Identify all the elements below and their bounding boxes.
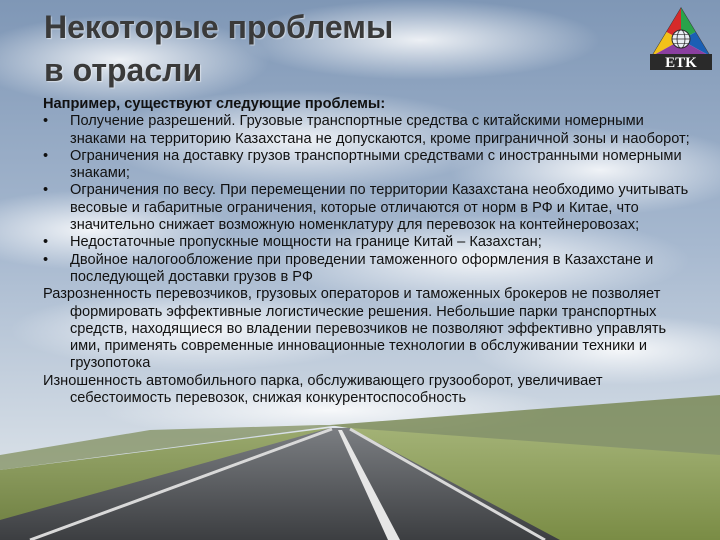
etk-logo [648,6,714,70]
title-line-1: Некоторые проблемы [44,9,394,45]
bullet-marker: • [43,113,49,130]
paragraph-fragmentation: Разрозненность перевозчиков, грузовых операторов и таможенных брокеров не позволяет формировать эффективные логистические решения. Небольшие парки транспортных средств, находящиеся во владении перевозчиков не позволяют эффективно управлять ими, применять современные инновационные технологии в обслуживании техники и грузопотока [43,286,667,372]
bullet-text: Получение разрешений. Грузовые транспортные средства с китайскими номерными знаками на территорию Казахстана не допускаются, кроме приграничной зоны и наоборот; [70,113,690,147]
page-title [44,6,393,92]
bullet-marker: • [43,147,49,164]
paragraph-fleet-wear: Изношенность автомобильного парка, обслуживающего грузооборот, увеличивает себестоимость перевозок, снижая конкурентоспособность [43,372,603,407]
bullet-text: Ограничения на доставку грузов транспортными средствами с иностранными номерными знаками; [70,147,682,182]
bullet-item-permits [43,113,698,148]
title-line-2: в отрасли [44,52,203,88]
bullet-item-weight-limits [43,182,698,234]
bullet-item-double-taxation [43,252,698,287]
logo-text: ETK [665,55,697,70]
bullet-marker: • [43,182,49,199]
slide-body [43,96,698,407]
bullet-marker: • [43,251,49,268]
bullet-marker: • [43,234,49,251]
bullet-text: Двойное налогообложение при проведении таможенного оформления в Казахстане и последующей доставки грузов в РФ [70,251,654,285]
bullet-item-border-capacity [43,234,698,251]
intro-text: Например, существуют следующие проблемы: [43,96,386,112]
bullet-text: Недостаточные пропускные мощности на границе Китай – Казахстан; [70,234,542,251]
bullet-item-foreign-plates [43,148,698,183]
bullet-text: Ограничения по весу. При перемещении по территории Казахстана необходимо учитывать весовые и габаритные ограничения, которые отличаются от норм в РФ и Китае, что значительно снижает возможную номенклатуру для перевозок на контейнеровозах; [70,182,689,234]
